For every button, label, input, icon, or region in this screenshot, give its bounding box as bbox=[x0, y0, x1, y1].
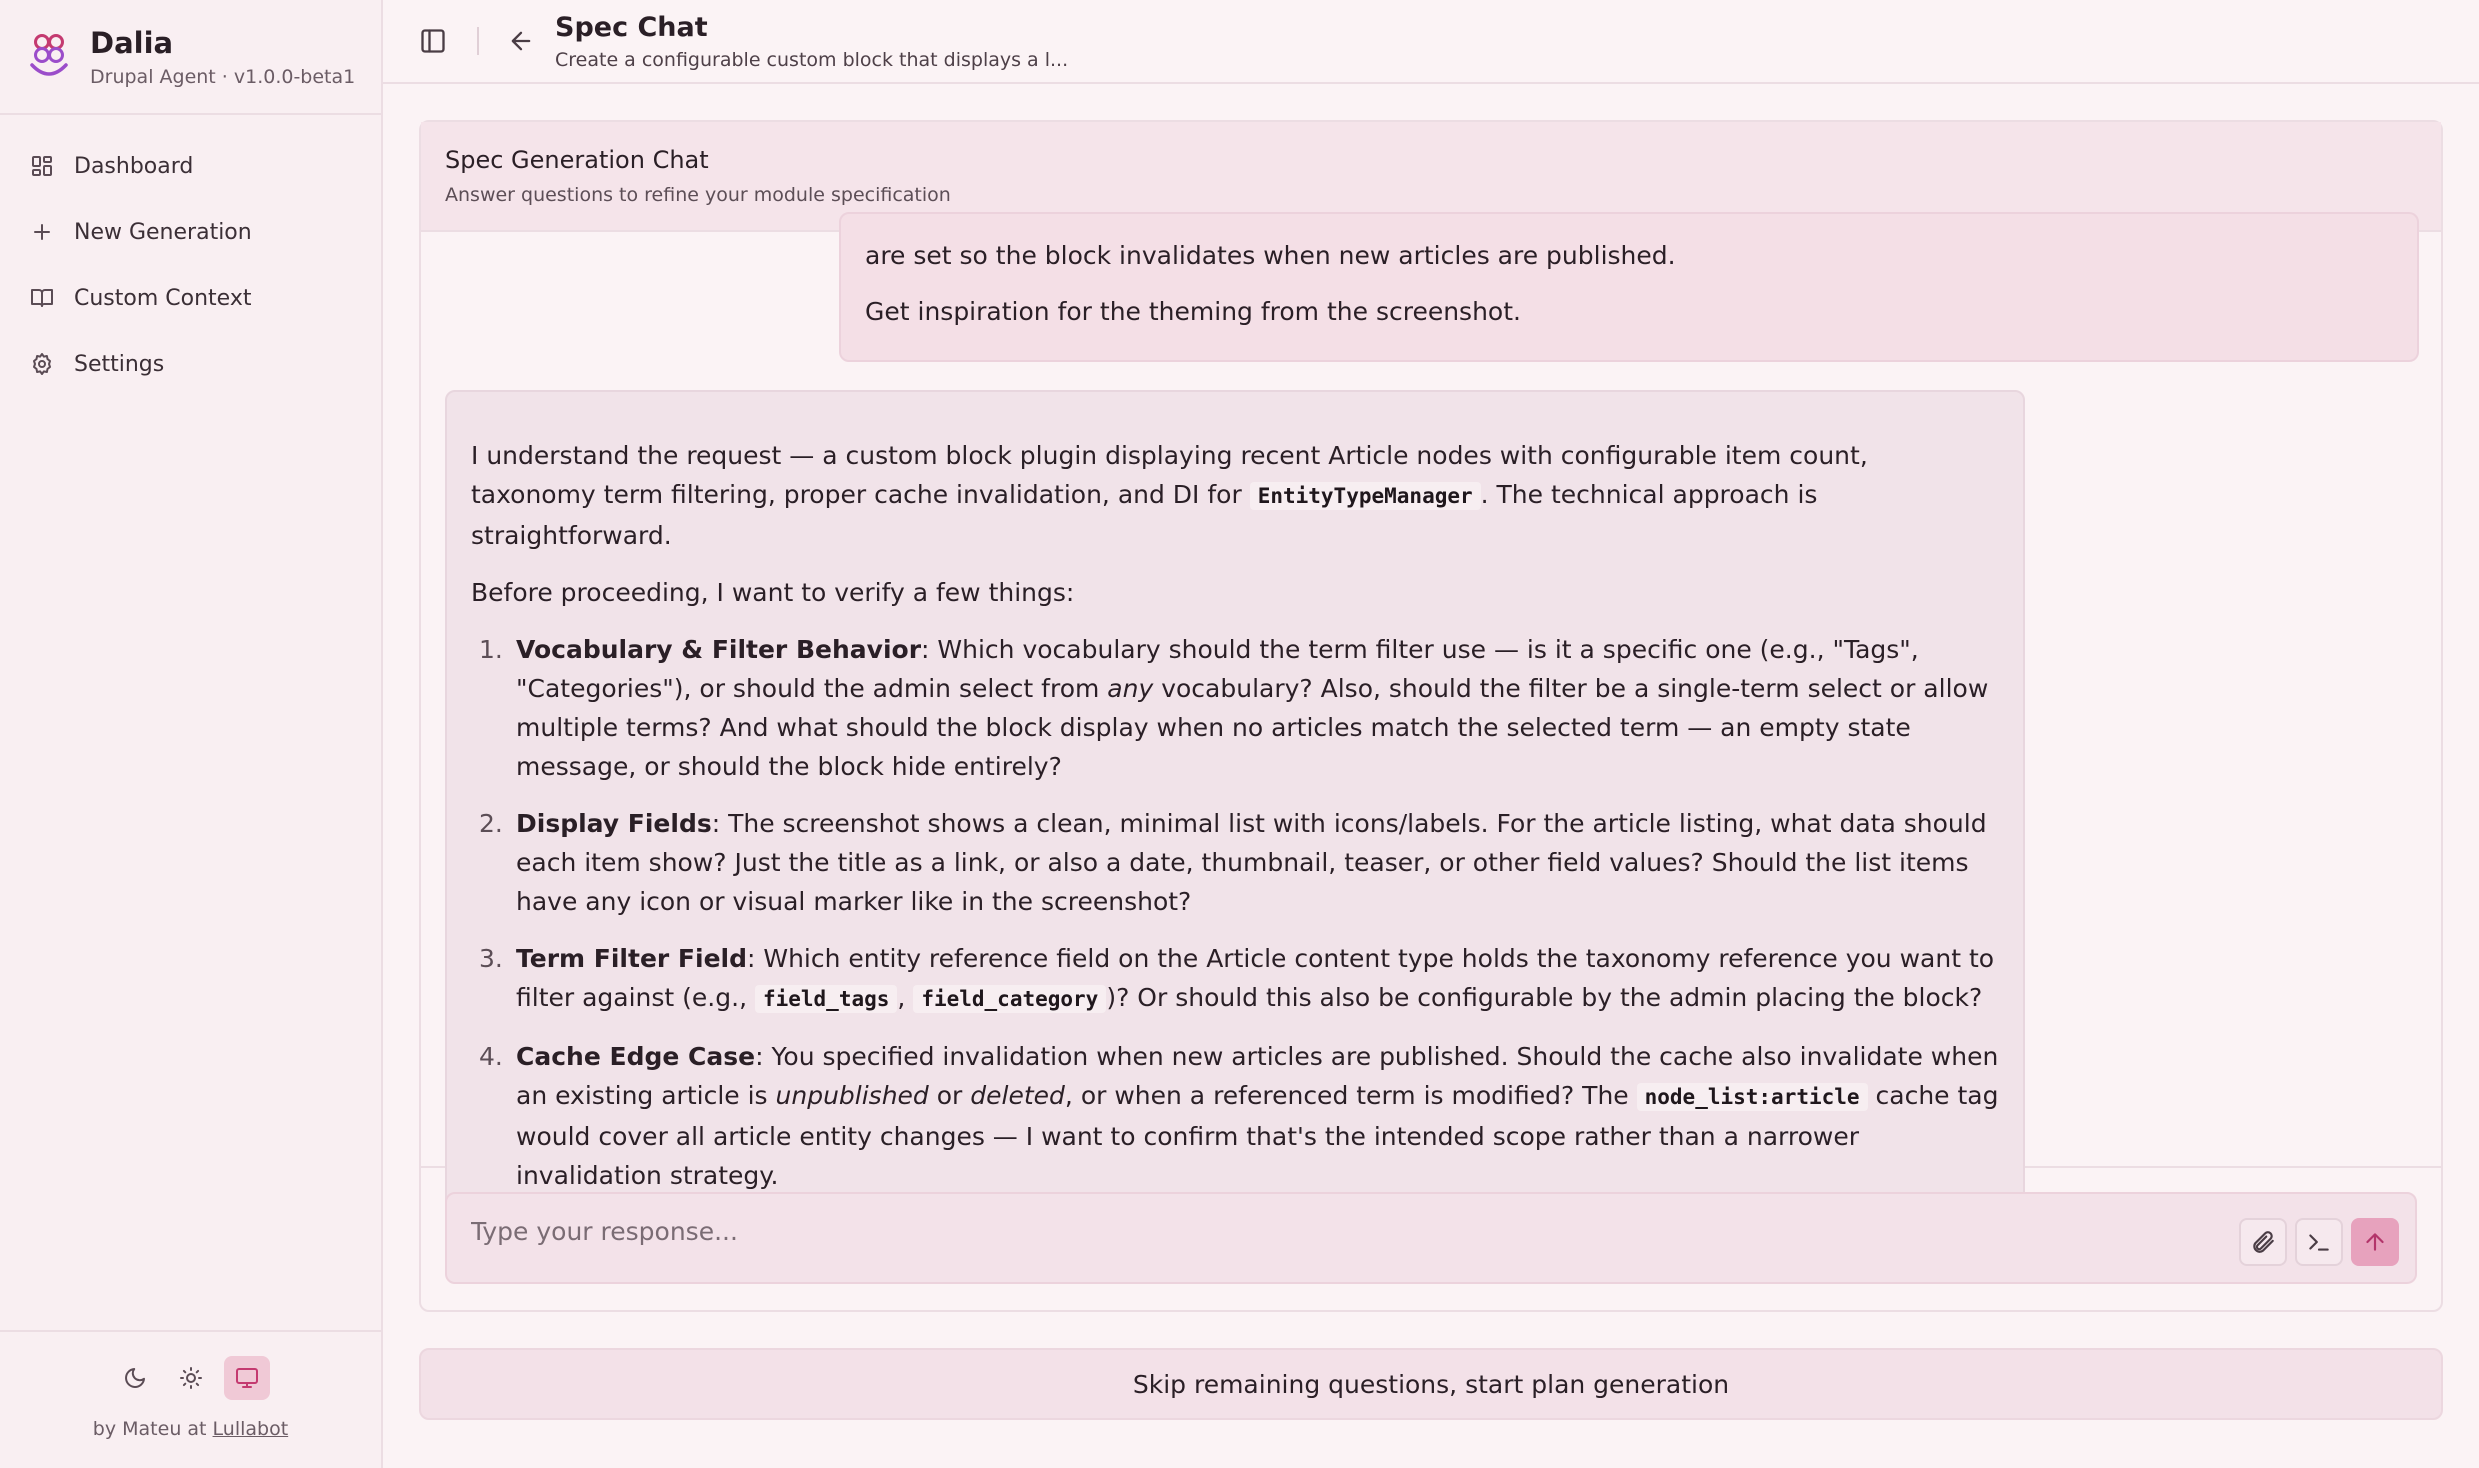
send-button[interactable] bbox=[2351, 1218, 2399, 1266]
sidebar-nav bbox=[0, 115, 381, 397]
page-title: Spec Chat bbox=[555, 11, 708, 43]
lullabot-link[interactable]: Lullabot bbox=[212, 1418, 289, 1440]
user-message-text: are set so the block invalidates when new articles are published. bbox=[865, 241, 1676, 270]
topbar bbox=[383, 0, 2479, 84]
sidebar bbox=[0, 0, 383, 1468]
assistant-message bbox=[445, 390, 2025, 1245]
sidebar-toggle-icon bbox=[419, 27, 447, 55]
assistant-intro: I understand the request — a custom block plugin displaying recent Article nodes with configurable item count, taxonomy term filtering, proper cache invalidation, and DI for EntityTypeManager . The technical approach is straightforward. bbox=[471, 441, 1868, 550]
gear-icon bbox=[30, 352, 54, 376]
question-item: 1. Vocabulary & Filter Behavior: Which vocabulary should the term filter use — is it a specific one (e.g., "Tags", "Categories"), or should the admin select from any vocabulary? Also, should the filter be a single-term select or allow multiple terms? And what should the block display when no articles match the selected term — an empty state message, or should the block hide entirely? bbox=[479, 635, 1989, 781]
sidebar-item-label: Settings bbox=[74, 351, 165, 377]
credit-text: by Mateu at Lullabot bbox=[92, 1418, 289, 1440]
sidebar-item-new-generation[interactable] bbox=[0, 199, 381, 265]
sun-icon bbox=[179, 1366, 203, 1390]
user-message-text: Get inspiration for the theming from the screenshot. bbox=[865, 297, 1521, 326]
sidebar-item-settings[interactable] bbox=[0, 331, 381, 397]
flower-logo-icon bbox=[28, 33, 70, 81]
terminal-button[interactable] bbox=[2295, 1218, 2343, 1266]
main-content bbox=[383, 0, 2479, 1468]
app-version: Drupal Agent · v1.0.0-beta1 bbox=[90, 65, 356, 88]
question-item: 2. Display Fields: The screenshot shows a clean, minimal list with icons/labels. For the article listing, what data should each item show? Just the title as a link, or also a date, thumbnail, teaser, or other field values? Should the list items have any icon or visual marker like in the screenshot? bbox=[479, 809, 1987, 916]
book-icon bbox=[30, 286, 54, 310]
arrow-left-icon bbox=[507, 27, 535, 55]
sidebar-footer bbox=[0, 1330, 381, 1468]
question-item: 3. Term Filter Field: Which entity reference field on the Article content type holds the taxonomy reference you want to filter against (e.g., field_tags , field_category )? Or should this also be configurable by the admin placing the block? bbox=[479, 944, 1995, 1012]
terminal-icon bbox=[2306, 1229, 2332, 1255]
chat-panel bbox=[419, 120, 2443, 1312]
attach-button[interactable] bbox=[2239, 1218, 2287, 1266]
assistant-lead: Before proceeding, I want to verify a few things: bbox=[471, 578, 1075, 607]
divider bbox=[477, 27, 479, 55]
app-name: Dalia bbox=[90, 25, 174, 60]
theme-system-button[interactable] bbox=[224, 1356, 270, 1400]
page-subtitle: Create a configurable custom block that displays a l... bbox=[555, 48, 1069, 71]
brand[interactable] bbox=[0, 0, 381, 115]
moon-icon bbox=[123, 1366, 147, 1390]
inline-code: field_tags bbox=[755, 985, 897, 1013]
user-message bbox=[839, 212, 2419, 362]
sidebar-item-custom-context[interactable] bbox=[0, 265, 381, 331]
back-button[interactable] bbox=[501, 21, 541, 61]
plus-icon bbox=[30, 220, 54, 244]
toggle-sidebar-button[interactable] bbox=[413, 21, 453, 61]
question-list bbox=[471, 630, 1999, 1195]
theme-switcher bbox=[112, 1356, 270, 1400]
theme-dark-button[interactable] bbox=[112, 1356, 158, 1400]
inline-code: node_list:article bbox=[1637, 1083, 1868, 1111]
response-input[interactable] bbox=[471, 1201, 2239, 1261]
dashboard-icon bbox=[30, 154, 54, 178]
theme-light-button[interactable] bbox=[168, 1356, 214, 1400]
skip-questions-button[interactable]: Skip remaining questions, start plan generation bbox=[419, 1348, 2443, 1420]
paperclip-icon bbox=[2250, 1229, 2276, 1255]
arrow-up-icon bbox=[2362, 1229, 2388, 1255]
inline-code: EntityTypeManager bbox=[1250, 482, 1481, 510]
sidebar-item-label: Dashboard bbox=[74, 153, 194, 179]
sidebar-item-label: Custom Context bbox=[74, 285, 252, 311]
chat-title: Spec Generation Chat bbox=[445, 146, 709, 174]
sidebar-item-label: New Generation bbox=[74, 219, 252, 245]
inline-code: field_category bbox=[913, 985, 1106, 1013]
message-list[interactable] bbox=[421, 232, 2441, 1190]
sidebar-item-dashboard[interactable] bbox=[0, 133, 381, 199]
composer-box bbox=[445, 1192, 2417, 1284]
chat-subtitle: Answer questions to refine your module specification bbox=[445, 184, 951, 206]
monitor-icon bbox=[235, 1366, 259, 1390]
question-item: 4. Cache Edge Case: You specified invalidation when new articles are published. Should the cache also invalidate when an existing article is unpublished or deleted, or when a referenced term is modified? The node_list:article cache tag would cover all article entity changes — I want to confirm that's the intended scope rather than a narrower invalidation strategy. bbox=[479, 1042, 1999, 1190]
